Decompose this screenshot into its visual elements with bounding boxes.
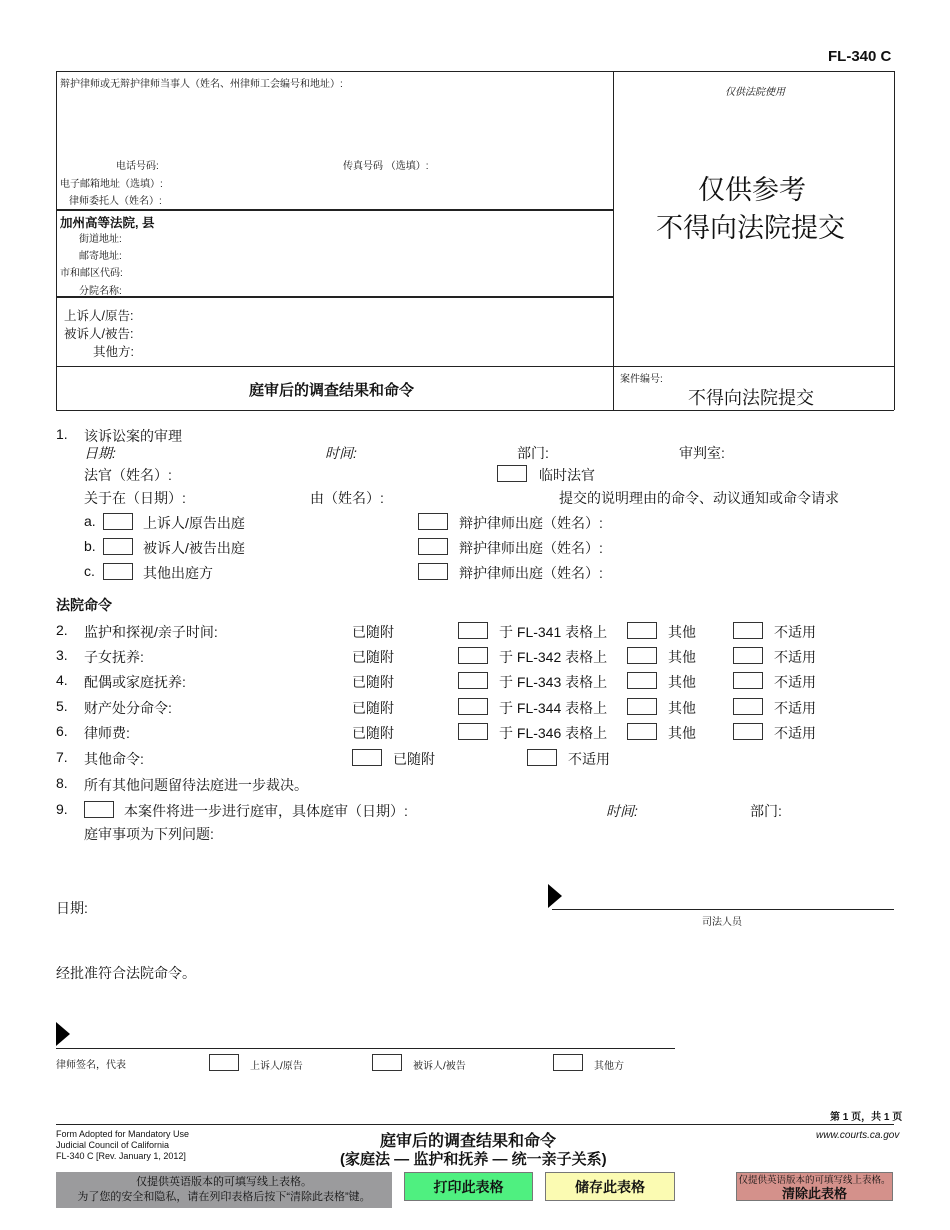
other-label: 其他方 xyxy=(594,1061,624,1072)
na-label: 不适用 xyxy=(774,649,816,665)
form-label: 于 FL-341 表格上 xyxy=(499,624,608,640)
item-number: 7. xyxy=(56,749,68,765)
na-checkbox[interactable] xyxy=(733,698,763,715)
form-label: 于 FL-344 表格上 xyxy=(499,700,608,716)
attorney-present-label: 辩护律师出庭（姓名）: xyxy=(459,565,603,581)
attorney-present-label: 辩护律师出庭（姓名）: xyxy=(459,540,603,556)
adopted-line: FL-340 C [Rev. January 1, 2012] xyxy=(56,1151,186,1161)
other-label: 其他 xyxy=(668,649,696,665)
footer-subtitle: (家庭法 — 监护和抚养 — 统一亲子关系) xyxy=(340,1151,607,1168)
na-checkbox[interactable] xyxy=(733,723,763,740)
court-name: 加州高等法院, 县 xyxy=(60,216,155,230)
attorney-label: 辩护律师或无辩护律师当事人（姓名、州律师工会编号和地址）: xyxy=(60,79,343,90)
item-number: 5. xyxy=(56,698,68,714)
city-zip-label: 市和邮区代码: xyxy=(60,268,123,279)
order-label: 财产处分命令: xyxy=(84,700,172,716)
notice-line: 仅提供英语版本的可填写线上表格。 xyxy=(136,1176,312,1188)
judicial-officer-label: 司法人员 xyxy=(702,917,742,928)
item-number: 1. xyxy=(56,426,68,442)
item-number: 9. xyxy=(56,801,68,817)
signature-arrow-icon xyxy=(56,1022,70,1046)
na-label: 不适用 xyxy=(774,725,816,741)
notice-line: 为了您的安全和隐私，请在列印表格后按下“清除此表格”键。 xyxy=(77,1191,371,1203)
clear-button[interactable] xyxy=(736,1172,893,1201)
form-checkbox[interactable] xyxy=(458,672,488,689)
na-checkbox[interactable] xyxy=(733,647,763,664)
order-label: 监护和探视/亲子时间: xyxy=(84,624,218,640)
print-button[interactable]: 打印此表格 xyxy=(404,1172,533,1201)
other-label: 其他 xyxy=(668,624,696,640)
attorney-signature-line[interactable] xyxy=(56,1048,675,1049)
na-checkbox[interactable] xyxy=(733,672,763,689)
form-checkbox[interactable] xyxy=(458,723,488,740)
row-letter: b. xyxy=(84,538,96,554)
respondent-label: 被诉人/被告 xyxy=(413,1061,466,1072)
case-number-label: 案件编号: xyxy=(620,374,663,385)
other-checkbox[interactable] xyxy=(627,698,657,715)
appearance-label: 上诉人/原告出庭 xyxy=(143,515,245,531)
na-label: 不适用 xyxy=(774,624,816,640)
row-letter: c. xyxy=(84,563,95,579)
temp-judge-label: 临时法官 xyxy=(539,467,595,483)
petitioner-label: 上诉人/原告: xyxy=(64,309,134,323)
motion-label: 提交的说明理由的命令、动议通知或命令请求 xyxy=(559,490,839,506)
order-label: 律师费: xyxy=(84,725,130,741)
watermark-line1: 仅供参考 xyxy=(698,175,806,205)
na-label: 不适用 xyxy=(568,751,610,767)
mailing-label: 邮寄地址: xyxy=(79,251,122,262)
adopted-line: Form Adopted for Mandatory Use xyxy=(56,1129,190,1139)
form-title: 庭审后的调查结果和命令 xyxy=(249,382,415,399)
na-label: 不适用 xyxy=(774,674,816,690)
watermark-line2: 不得向法院提交 xyxy=(656,213,845,243)
dept-label: 部门: xyxy=(517,445,549,461)
item1-title: 该诉讼案的审理 xyxy=(84,428,182,444)
website: www.courts.ca.gov xyxy=(816,1130,900,1141)
order-label: 配偶或家庭抚养: xyxy=(84,674,186,690)
other-party-label: 其他方: xyxy=(93,345,134,359)
sig-respondent-checkbox[interactable] xyxy=(372,1054,402,1071)
phone-label: 电话号码: xyxy=(116,161,159,172)
judicial-signature-line[interactable] xyxy=(552,909,894,910)
reserved-issues-label: 所有其他问题留待法庭进一步裁决。 xyxy=(84,777,308,793)
petitioner-label: 上诉人/原告 xyxy=(250,1061,303,1072)
form-checkbox[interactable] xyxy=(458,622,488,639)
page-number: 第 1 页，共 1 页 xyxy=(830,1112,903,1123)
date-label: 日期: xyxy=(56,900,88,916)
item-number: 3. xyxy=(56,647,68,663)
privacy-notice xyxy=(56,1172,392,1208)
appearance-label: 被诉人/被告出庭 xyxy=(143,540,245,556)
form-id: FL-340 C xyxy=(828,48,892,65)
other-label: 其他 xyxy=(668,725,696,741)
attached-label: 已随附 xyxy=(352,674,394,690)
attorney-present-label: 辩护律师出庭（姓名）: xyxy=(459,515,603,531)
attached-label: 已随附 xyxy=(393,751,435,767)
item-number: 8. xyxy=(56,775,68,791)
attorney-present-checkbox[interactable] xyxy=(418,538,448,555)
attached-label: 已随附 xyxy=(352,725,394,741)
branch-label: 分院名称: xyxy=(79,286,122,297)
date-label: 日期: xyxy=(84,445,116,461)
other-label: 其他 xyxy=(668,700,696,716)
row-letter: a. xyxy=(84,513,96,529)
by-name-label: 由（姓名）: xyxy=(310,490,384,506)
attorney-signature-label: 律师签名，代表 xyxy=(56,1060,126,1071)
fax-label: 传真号码 （选填）: xyxy=(343,161,429,172)
other-orders-na-checkbox[interactable] xyxy=(527,749,557,766)
form-checkbox[interactable] xyxy=(458,698,488,715)
further-hearing-label: 本案件将进一步进行庭审，具体庭审（日期）: xyxy=(124,803,408,819)
time-label: 时间: xyxy=(606,803,638,819)
clear-note: 仅提供英语版本的可填写线上表格。 xyxy=(738,1174,891,1186)
on-date-label: 关于在（日期）: xyxy=(84,490,186,506)
form-checkbox[interactable] xyxy=(458,647,488,664)
clear-label: 清除此表格 xyxy=(781,1185,847,1201)
form-label: 于 FL-342 表格上 xyxy=(499,649,608,665)
other-orders-attached-checkbox[interactable] xyxy=(352,749,382,766)
other-present-checkbox[interactable] xyxy=(103,563,133,580)
signature-arrow-icon xyxy=(548,884,562,908)
email-label: 电子邮箱地址（选填）: xyxy=(60,179,163,190)
item-number: 2. xyxy=(56,622,68,638)
attached-label: 已随附 xyxy=(352,700,394,716)
respondent-present-checkbox[interactable] xyxy=(103,538,133,555)
attached-label: 已随附 xyxy=(352,649,394,665)
hearing-issues-label: 庭审事项为下列问题: xyxy=(84,826,214,842)
time-label: 时间: xyxy=(325,445,357,461)
other-checkbox[interactable] xyxy=(627,672,657,689)
court-use-label: 仅供法院使用 xyxy=(725,87,785,98)
save-button[interactable]: 储存此表格 xyxy=(545,1172,675,1201)
item-number: 6. xyxy=(56,723,68,739)
approved-label: 经批准符合法院命令。 xyxy=(56,965,196,981)
sig-other-checkbox[interactable] xyxy=(553,1054,583,1071)
appearance-label: 其他出庭方 xyxy=(143,565,213,581)
dept-label: 部门: xyxy=(750,803,782,819)
form-label: 于 FL-343 表格上 xyxy=(499,674,608,690)
other-orders-label: 其他命令: xyxy=(84,751,144,767)
further-hearing-checkbox[interactable] xyxy=(84,801,114,818)
judge-label: 法官（姓名）: xyxy=(84,467,172,483)
temp-judge-checkbox[interactable] xyxy=(497,465,527,482)
orders-heading: 法院命令 xyxy=(56,597,112,613)
attorney-present-checkbox[interactable] xyxy=(418,513,448,530)
other-checkbox[interactable] xyxy=(627,622,657,639)
sig-petitioner-checkbox[interactable] xyxy=(209,1054,239,1071)
attorney-present-checkbox[interactable] xyxy=(418,563,448,580)
item-number: 4. xyxy=(56,672,68,688)
attorney-for-label: 律师委托人（姓名）: xyxy=(69,196,162,207)
adoption-info xyxy=(56,1129,189,1162)
attached-label: 已随附 xyxy=(352,624,394,640)
respondent-label: 被诉人/被告: xyxy=(64,327,134,341)
other-checkbox[interactable] xyxy=(627,647,657,664)
order-label: 子女抚养: xyxy=(84,649,144,665)
na-checkbox[interactable] xyxy=(733,622,763,639)
footer-title: 庭审后的调查结果和命令 xyxy=(380,1133,557,1150)
na-label: 不适用 xyxy=(774,700,816,716)
petitioner-present-checkbox[interactable] xyxy=(103,513,133,530)
street-label: 街道地址: xyxy=(79,234,122,245)
room-label: 审判室: xyxy=(679,445,725,461)
form-label: 于 FL-346 表格上 xyxy=(499,725,608,741)
other-label: 其他 xyxy=(668,674,696,690)
other-checkbox[interactable] xyxy=(627,723,657,740)
case-number-watermark: 不得向法院提交 xyxy=(688,388,814,408)
adopted-line: Judicial Council of California xyxy=(56,1140,170,1150)
